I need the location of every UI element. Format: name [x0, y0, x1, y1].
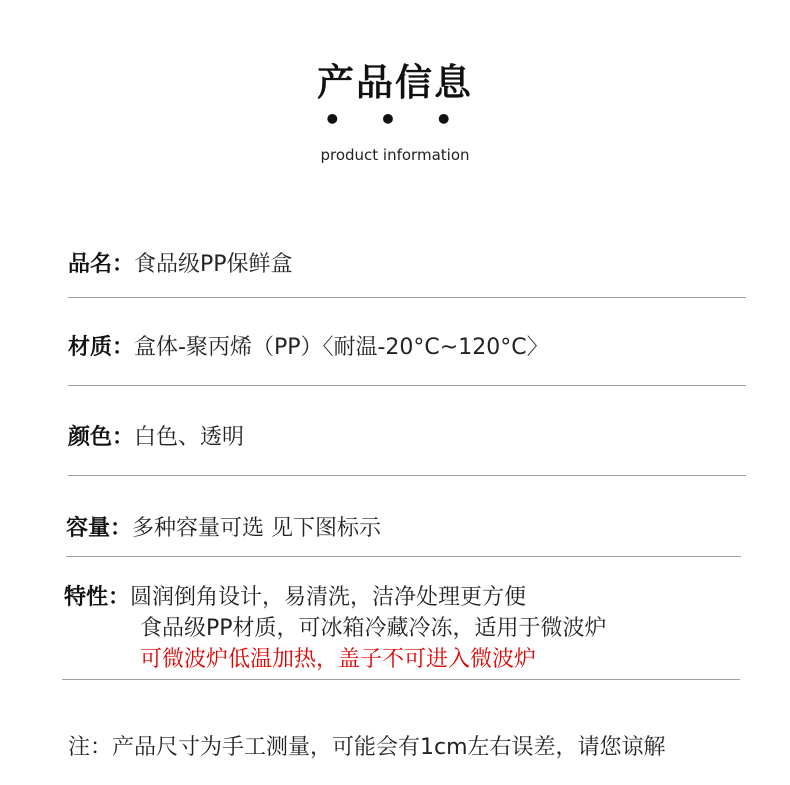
- feature-line-1: 圆润倒角设计，易清洗，洁净处理更方便: [130, 585, 527, 610]
- row-label: 容量：: [66, 516, 133, 541]
- divider: [66, 556, 741, 557]
- row-value: 盒体-聚丙烯（PP）〈耐温-20°C~120°C〉: [134, 335, 549, 360]
- info-row-name: [68, 247, 293, 278]
- row-label: 颜色：: [68, 425, 135, 450]
- divider: [62, 679, 740, 680]
- row-value: 多种容量可选 见下图标示: [132, 516, 382, 541]
- row-value: 食品级PP保鲜盒: [134, 252, 293, 277]
- info-row-material: [68, 330, 549, 361]
- feature-line-2: 食品级PP材质，可冰箱冷藏冷冻，适用于微波炉: [140, 616, 607, 641]
- info-row-features: [64, 580, 526, 611]
- measurement-note: 注：产品尺寸为手工测量，可能会有1cm左右误差，请您谅解: [68, 735, 666, 760]
- title-dots: • • •: [323, 103, 467, 136]
- divider: [68, 297, 746, 298]
- row-label: 特性：: [64, 585, 131, 610]
- row-value: 白色、透明: [134, 425, 245, 450]
- feature-line-3-row: [140, 642, 536, 673]
- divider: [68, 475, 746, 476]
- info-row-color: [68, 420, 244, 451]
- feature-line-2-row: [140, 611, 607, 642]
- page-title: 产品信息: [317, 61, 473, 104]
- feature-line-3-warning: 可微波炉低温加热，盖子不可进入微波炉: [140, 647, 537, 672]
- row-label: 材质：: [68, 335, 135, 360]
- row-label: 品名：: [68, 252, 135, 277]
- info-row-capacity: [66, 511, 381, 542]
- page-subtitle: product information: [320, 146, 470, 164]
- divider: [68, 385, 746, 386]
